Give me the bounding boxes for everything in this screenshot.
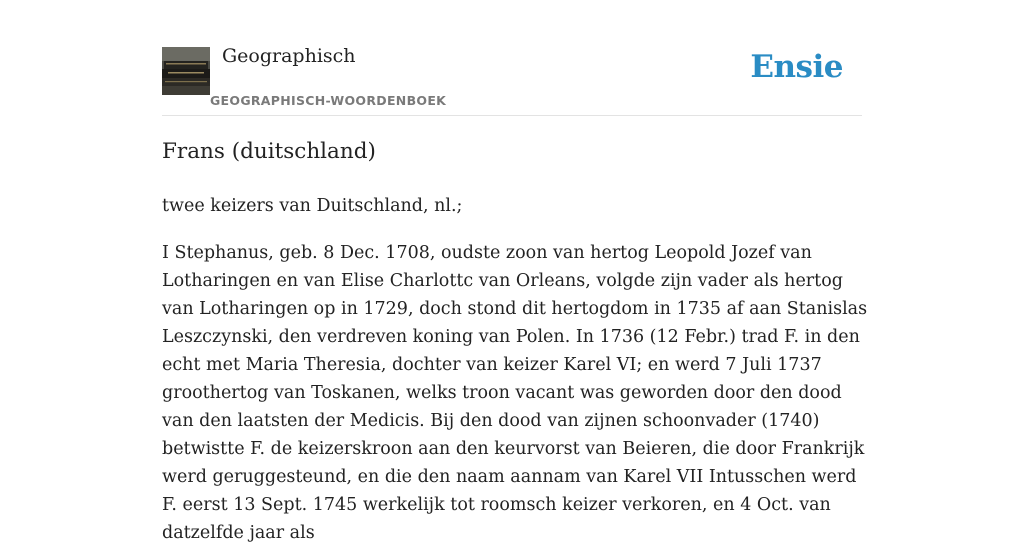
entry-title: Frans (duitschland) bbox=[162, 139, 376, 164]
content-container bbox=[162, 0, 868, 543]
entry-paragraph: twee keizers van Duitschland, nl.; bbox=[162, 196, 463, 216]
books-photo-icon[interactable] bbox=[162, 47, 210, 95]
source-header bbox=[162, 0, 862, 116]
source-slug[interactable]: GEOGRAPHISCH-WOORDENBOEK bbox=[210, 93, 447, 108]
brand-logo[interactable]: Ensie bbox=[750, 49, 843, 85]
source-title[interactable]: Geographisch bbox=[222, 45, 356, 67]
entry-paragraph: I Stephanus, geb. 8 Dec. 1708, oudste zoon van hertog Leopold Jozef van Lotharingen en van Elise Charlottc van Orleans, volgde zijn vader als hertog van Lotharingen op in 1729, doch stond dit hertogdom in 1735 af aan Stanislas Leszczynski, den verdreven koning van Polen. In 1736 (12 Febr.) trad F. in den echt met Maria Theresia, dochter van keizer Karel VI; en werd 7 Juli 1737 groothertog van Toskanen, welks troon vacant was geworden door den dood van den laatsten der Medicis. Bij den dood van zijnen schoonvader (1740) betwistte F. de keizerskroon aan den keurvorst van Beieren, die door Frankrijk werd geruggesteund, en die den naam aannam van Karel VII Intusschen werd F. eerst 13 Sept. 1745 werkelijk tot roomsch keizer verkoren, en 4 Oct. van datzelfde jaar als bbox=[162, 243, 868, 543]
